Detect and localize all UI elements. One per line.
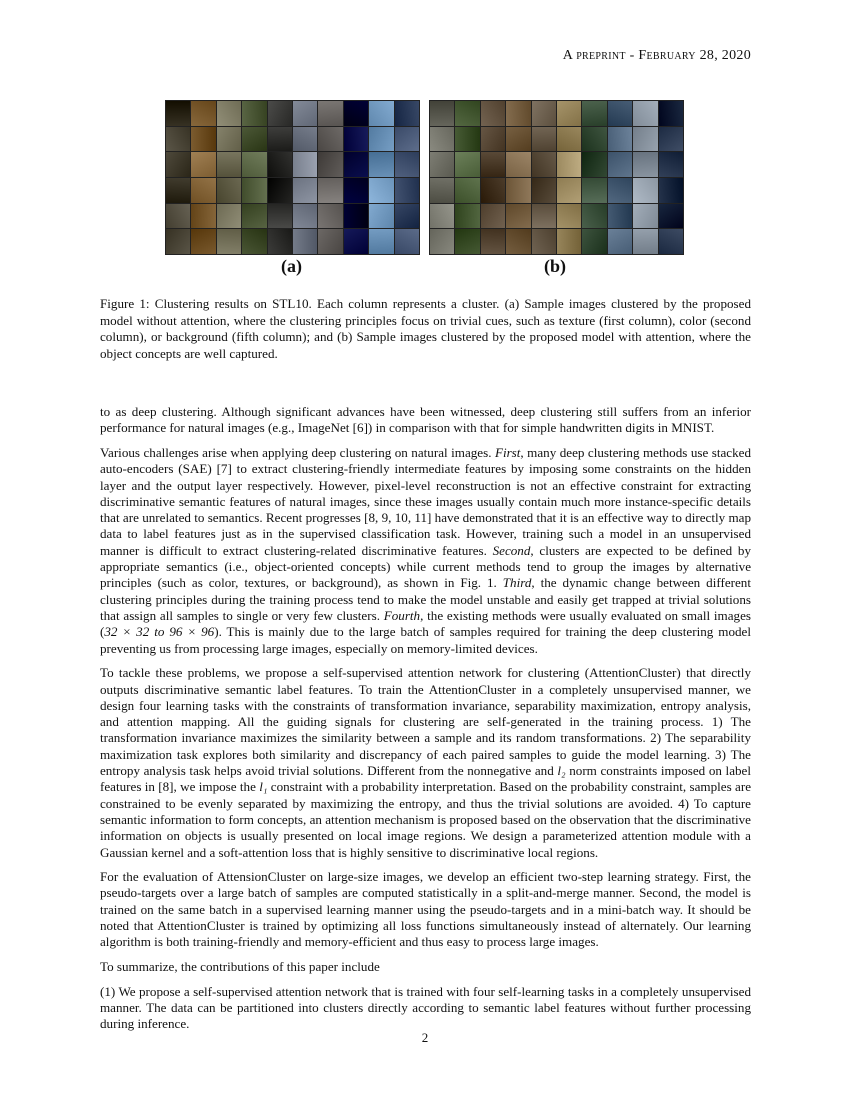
panel-b-thumbnail: [506, 229, 530, 254]
panel-a-thumbnail: [191, 101, 215, 126]
panel-a-thumbnail: [166, 127, 190, 152]
panel-b-thumbnail: [532, 152, 556, 177]
panel-b-label: (b): [544, 256, 566, 276]
panel-b-thumbnail: [430, 204, 454, 229]
panel-a-thumbnail: [217, 127, 241, 152]
panel-a-thumbnail: [242, 152, 266, 177]
panel-a-thumbnail: [318, 178, 342, 203]
panel-b-thumbnail: [582, 152, 606, 177]
panel-b-thumbnail: [633, 178, 657, 203]
panel-b-thumbnail: [557, 127, 581, 152]
panel-b-thumbnail: [532, 127, 556, 152]
panel-b-thumbnail: [506, 152, 530, 177]
panel-a-thumbnail: [344, 127, 368, 152]
figure-1: [165, 100, 685, 255]
panel-b-thumbnail: [633, 204, 657, 229]
panel-a-thumbnail: [395, 101, 419, 126]
panel-a-thumbnail: [369, 101, 393, 126]
panel-a-thumbnail: [166, 229, 190, 254]
panel-b-thumbnail: [659, 152, 683, 177]
panel-b-thumbnail: [430, 152, 454, 177]
panel-b-thumbnail: [659, 178, 683, 203]
panel-a-thumbnail: [191, 127, 215, 152]
panel-a-thumbnail: [369, 204, 393, 229]
panel-b-thumbnail: [659, 101, 683, 126]
panel-b-thumbnail: [557, 101, 581, 126]
panel-b-thumbnail: [532, 101, 556, 126]
running-header: A preprint - February 28, 2020: [562, 48, 751, 63]
panel-a-thumbnail: [293, 229, 317, 254]
panel-b-thumbnail: [608, 229, 632, 254]
panel-b-thumbnail: [455, 229, 479, 254]
panel-b-thumbnail: [659, 204, 683, 229]
panel-a-thumbnail: [166, 178, 190, 203]
panel-a-thumbnail: [268, 101, 292, 126]
panel-b-thumbnail: [455, 204, 479, 229]
panel-b-thumbnail: [430, 229, 454, 254]
panel-b-thumbnail: [633, 152, 657, 177]
panel-a-thumbnail: [217, 229, 241, 254]
panel-b-thumbnail: [608, 204, 632, 229]
panel-b-thumbnail: [582, 178, 606, 203]
panel-a-thumbnail: [318, 152, 342, 177]
panel-b-thumbnail: [608, 178, 632, 203]
panel-a-thumbnail: [395, 178, 419, 203]
panel-b-thumbnail: [582, 204, 606, 229]
panel-a-thumbnail: [369, 127, 393, 152]
panel-a-thumbnail: [268, 204, 292, 229]
panel-a-thumbnail: [242, 101, 266, 126]
panel-a-thumbnail: [293, 204, 317, 229]
panel-b-thumbnail: [506, 204, 530, 229]
panel-a-label: (a): [281, 256, 302, 276]
panel-a-thumbnail: [344, 101, 368, 126]
panel-a-thumbnail: [318, 229, 342, 254]
panel-b-thumbnail: [506, 127, 530, 152]
panel-a-thumbnail: [344, 229, 368, 254]
paragraph-proposal: To tackle these problems, we propose a self-supervised attention network for clustering (AttentionCluster) that directly outputs discriminative semantic label features. To train the AttentionCluster in a completely unsupervised manner, we design four learning tasks with the constraints of transformation invariance, separability maximization, entropy analysis, and attention mapping. All the guiding signals for clustering are self-generated in the training process. 1) The transformation invariance maximizes the similarity between a sample and its random transformations. 2) The separability maximization task explores both similarity and discrepancy of each paired samples to guide the model learning. 3) The entropy analysis task helps avoid trivial solutions. Different from the nonnegative and l₂ norm constraints imposed on label features in [8], we impose the l₁ constraint with a probability interpretation. Based on the probability constraint, samples are constrained to be evenly separated by maximizing the entropy, and thus the trivial solutions are avoided. 4) To capture semantic information to form concepts, an attention mechanism is proposed based on the observation that the discriminative information on objects is usually presented on local image regions. We design a parameterized attention module with a Gaussian kernel and a soft-attention loss that is highly sensitive to discriminative local regions.: [100, 665, 752, 860]
body-text: [100, 404, 751, 1041]
panel-b-thumbnail: [633, 127, 657, 152]
panel-b-thumbnail: [582, 127, 606, 152]
panel-a-thumbnail: [166, 204, 190, 229]
panel-b-thumbnail: [557, 204, 581, 229]
panel-b-thumbnail: [455, 152, 479, 177]
figure-panel-a-image-grid: [165, 100, 420, 255]
figure-caption: Figure 1: Clustering results on STL10. Each column represents a cluster. (a) Sample images clustered by the proposed model without attention, where the clustering principles focus on trivial cues, such as texture (first column), color (second column), or background (fifth column); and (b) Sample images clustered by the proposed model with attention, where the object concepts are well captured.: [100, 296, 751, 361]
panel-a-thumbnail: [191, 204, 215, 229]
panel-a-thumbnail: [268, 127, 292, 152]
panel-a-thumbnail: [191, 229, 215, 254]
panel-b-thumbnail: [557, 152, 581, 177]
panel-b-thumbnail: [455, 178, 479, 203]
panel-a-thumbnail: [293, 152, 317, 177]
panel-a-thumbnail: [369, 178, 393, 203]
paragraph-continuation: to as deep clustering. Although significant advances have been witnessed, deep clustering still suffers from an inferior performance for natural images (e.g., ImageNet [6]) in comparison with that for simple handwritten digits in MNIST.: [100, 404, 751, 436]
panel-a-thumbnail: [344, 152, 368, 177]
panel-a-thumbnail: [268, 152, 292, 177]
panel-b-thumbnail: [481, 101, 505, 126]
panel-a-thumbnail: [217, 152, 241, 177]
panel-b-thumbnail: [582, 229, 606, 254]
panel-a-thumbnail: [344, 178, 368, 203]
panel-b-thumbnail: [481, 127, 505, 152]
panel-a-thumbnail: [242, 127, 266, 152]
panel-a-thumbnail: [395, 204, 419, 229]
panel-b-thumbnail: [608, 127, 632, 152]
panel-b-thumbnail: [455, 127, 479, 152]
panel-b-thumbnail: [455, 101, 479, 126]
panel-a-thumbnail: [166, 152, 190, 177]
panel-a-thumbnail: [242, 229, 266, 254]
paragraph-evaluation: For the evaluation of AttensionCluster on large-size images, we develop an efficient two-step learning strategy. First, the pseudo-targets over a large batch of samples are computed statistically in a split-and-merge manner. Second, the model is trained on the same batch in a supervised learning manner using the pseudo-targets and in a mini-batch way. It should be noted that AttentionCluster is trained by optimizing all loss functions simultaneously instead of alternately. Our learning algorithm is both training-friendly and memory-efficient and thus easy to process large images.: [100, 869, 751, 950]
panel-b-thumbnail: [506, 101, 530, 126]
panel-b-thumbnail: [481, 229, 505, 254]
panel-a-thumbnail: [395, 229, 419, 254]
panel-b-thumbnail: [633, 101, 657, 126]
panel-a-thumbnail: [369, 152, 393, 177]
page-number: 2: [421, 1030, 429, 1045]
panel-a-thumbnail: [242, 178, 266, 203]
panel-a-thumbnail: [242, 204, 266, 229]
panel-b-thumbnail: [582, 101, 606, 126]
panel-a-thumbnail: [395, 127, 419, 152]
panel-b-thumbnail: [481, 204, 505, 229]
panel-b-thumbnail: [430, 101, 454, 126]
panel-b-thumbnail: [659, 229, 683, 254]
panel-a-thumbnail: [318, 127, 342, 152]
panel-a-thumbnail: [166, 101, 190, 126]
paragraph-summary-intro: To summarize, the contributions of this paper include: [100, 959, 380, 975]
panel-a-thumbnail: [395, 152, 419, 177]
panel-b-thumbnail: [532, 178, 556, 203]
panel-b-thumbnail: [532, 229, 556, 254]
panel-b-thumbnail: [633, 229, 657, 254]
panel-a-thumbnail: [217, 204, 241, 229]
panel-a-thumbnail: [268, 229, 292, 254]
panel-a-thumbnail: [293, 127, 317, 152]
panel-a-thumbnail: [191, 178, 215, 203]
panel-b-thumbnail: [506, 178, 530, 203]
panel-a-thumbnail: [293, 101, 317, 126]
panel-a-thumbnail: [217, 101, 241, 126]
panel-b-thumbnail: [557, 178, 581, 203]
paragraph-challenges: Various challenges arise when applying deep clustering on natural images. First, many deep clustering methods use stacked auto-encoders (SAE) [7] to extract clustering-friendly intermediate features by imposing some constraints on the hidden layer and the output layer respectively. However, pixel-level reconstruction is not an effective constraint for extracting discriminative semantic features of natural images, since these images usually contain much more instance-specific details that are unrelated to semantics. Recent progresses [8, 9, 10, 11] have demonstrated that it is an effective way to directly map data to label features just as in the supervised classification task. However, training such a model in an unsupervised manner is difficult to extract clustering-related discriminative features. Second, clusters are expected to be defined by appropriate semantics (i.e., object-oriented concepts) while current methods tend to group the images by alternative principles (such as color, textures, or background), as shown in Fig. 1. Third, the dynamic change between different clustering principles during the training process tend to make the model unstable and easily get trapped at trivial solutions that assign all samples to single or very few clusters. Fourth, the existing methods were usually evaluated on small images (32 × 32 to 96 × 96). This is mainly due to the large batch of samples required for training the deep clustering model preventing us from processing large images, especially on memory-limited devices.: [100, 444, 752, 656]
panel-b-thumbnail: [608, 101, 632, 126]
panel-b-thumbnail: [481, 152, 505, 177]
panel-a-thumbnail: [268, 178, 292, 203]
panel-b-thumbnail: [659, 127, 683, 152]
panel-a-thumbnail: [318, 101, 342, 126]
panel-a-thumbnail: [293, 178, 317, 203]
panel-b-thumbnail: [557, 229, 581, 254]
paragraph-contribution-1: (1) We propose a self-supervised attention network that is trained with four self-learning tasks in a completely unsupervised manner. The data can be partitioned into clusters directly according to semantic label features without further processing during inference.: [100, 983, 751, 1032]
panel-a-thumbnail: [318, 204, 342, 229]
panel-b-thumbnail: [430, 178, 454, 203]
panel-a-thumbnail: [217, 178, 241, 203]
panel-a-thumbnail: [369, 229, 393, 254]
panel-b-thumbnail: [430, 127, 454, 152]
figure-panel-b-image-grid: [429, 100, 684, 255]
panel-b-thumbnail: [532, 204, 556, 229]
panel-a-thumbnail: [344, 204, 368, 229]
panel-b-thumbnail: [608, 152, 632, 177]
panel-b-thumbnail: [481, 178, 505, 203]
panel-a-thumbnail: [191, 152, 215, 177]
